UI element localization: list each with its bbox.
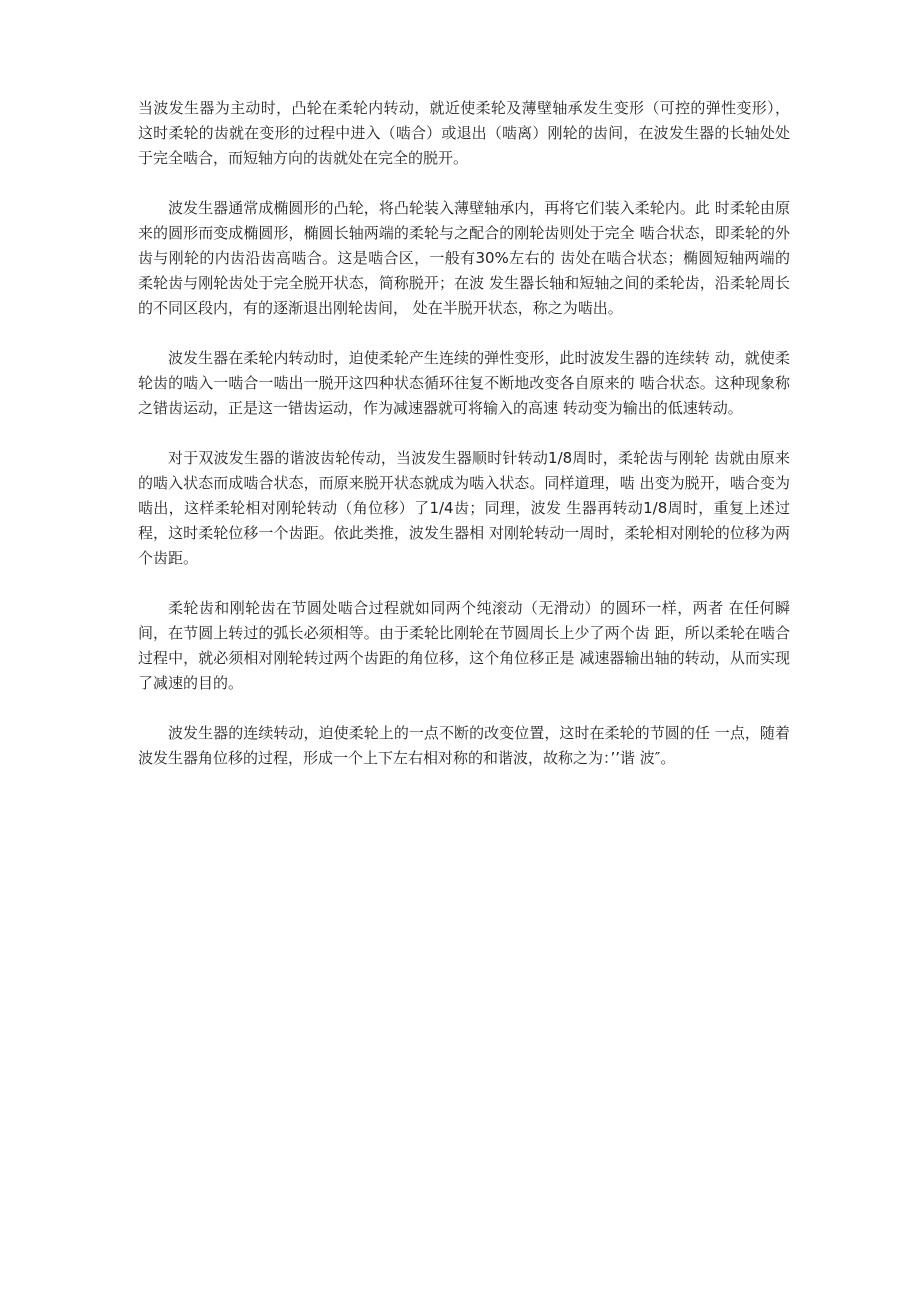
paragraph-2: 波发生器通常成椭圆形的凸轮，将凸轮装入薄壁轴承内，再将它们装入柔轮内。此 时柔轮由原来的圆形而变成椭圆形，椭圆长轴两端的柔轮与之配合的刚轮齿则处于完全 啮合状态，即柔轮的外齿与刚轮的内齿沿齿高啮合。这是啮合区，一般有30%左右的 齿处在啮合状态；椭圆短轴两端的柔轮齿与刚轮齿处于完全脱开状态，简称脱开；在波 发生器长轴和短轴之间的柔轮齿，沿柔轮周长的不同区段内，有的逐渐退出刚轮齿间， 处在半脱开状态，称之为啮出。 bbox=[138, 199, 790, 317]
paragraph-1: 当波发生器为主动时，凸轮在柔轮内转动，就近使柔轮及薄壁轴承发生变形（可控的弹性变形），这时柔轮的齿就在变形的过程中进入（啮合）或退出（啮离）刚轮的齿间，在波发生器的长轴处处于完全啮合，而短轴方向的齿就处在完全的脱开。 bbox=[138, 99, 790, 167]
paragraph-6: 波发生器的连续转动，迫使柔轮上的一点不断的改变位置，这时在柔轮的节圆的任 一点，随着波发生器角位移的过程，形成一个上下左右相对称的和谐波，故称之为：’’谐 波″。 bbox=[138, 724, 790, 767]
paragraph-5: 柔轮齿和刚轮齿在节圆处啮合过程就如同两个纯滚动（无滑动）的圆环一样，两者 在任何瞬间，在节圆上转过的弧长必须相等。由于柔轮比刚轮在节圆周长上少了两个齿 距，所以柔轮在啮合过程中，就必须相对刚轮转过两个齿距的角位移，这个角位移正是 减速器输出轴的转动，从而实现了减速的目的。 bbox=[138, 599, 790, 692]
document-body bbox=[138, 96, 790, 796]
paragraph-3: 波发生器在柔轮内转动时，迫使柔轮产生连续的弹性变形，此时波发生器的连续转 动，就使柔轮齿的啮入一啮合一啮出一脱开这四种状态循环往复不断地改变各自原来的 啮合状态。这种现象称之错齿运动，正是这一错齿运动，作为减速器就可将输入的高速 转动变为输出的低速转动。 bbox=[138, 349, 790, 417]
paragraph-4: 对于双波发生器的谐波齿轮传动，当波发生器顺时针转动1/8周时，柔轮齿与刚轮 齿就由原来的啮入状态而成啮合状态，而原来脱开状态就成为啮入状态。同样道理，啮 出变为脱开，啮合变为啮出，这样柔轮相对刚轮转动（角位移）了1/4齿；同理，波发 生器再转动1/8周时，重复上述过程，这时柔轮位移一个齿距。依此类推，波发生器相 对刚轮转动一周时，柔轮相对刚轮的位移为两个齿距。 bbox=[138, 449, 790, 567]
